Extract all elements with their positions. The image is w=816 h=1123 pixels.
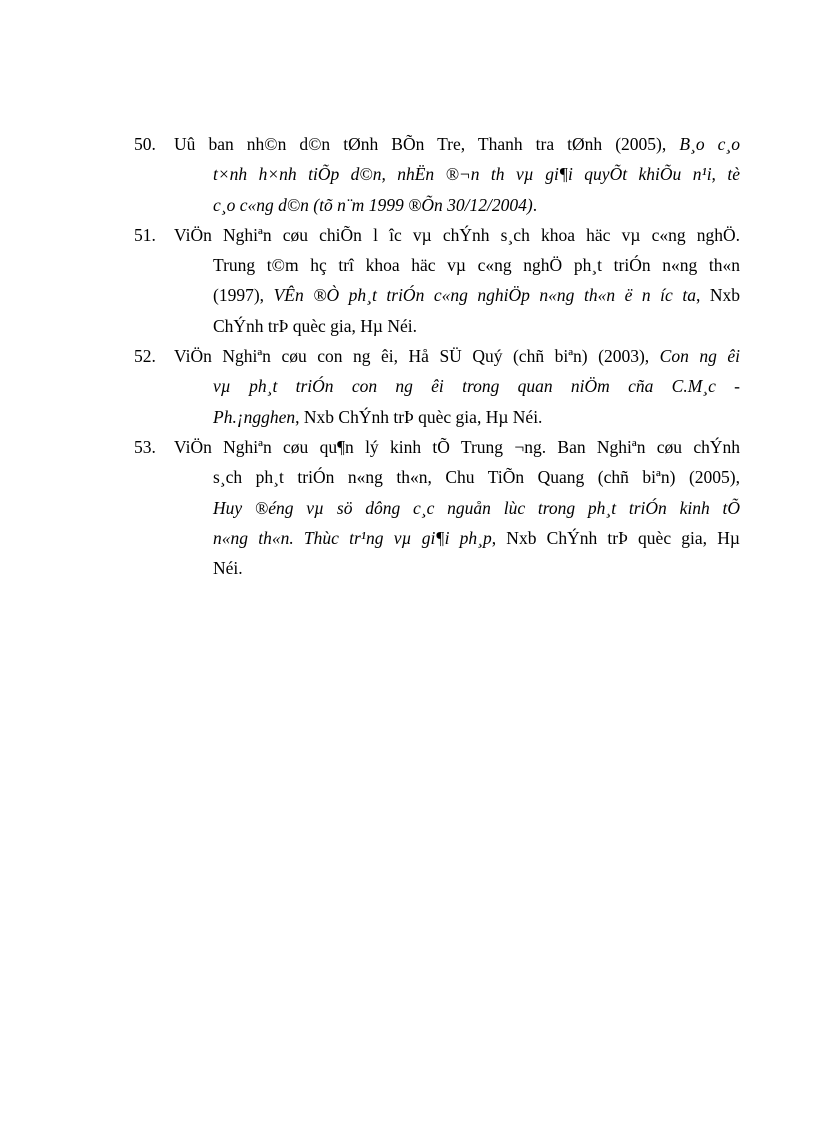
reference-year: (1997), [213,285,274,306]
reference-publisher: , Nxb ChÝnh trÞ quèc gia, Hµ Néi. [295,406,543,427]
reference-line [213,371,740,401]
reference-number: 52. [134,346,156,367]
reference-line [213,159,740,189]
reference-title-italic: n«ng th«n. Thùc tr¹ng vµ gi¶i ph¸p [213,527,492,548]
reference-item [134,129,740,220]
reference-title-italic: Huy ®éng vµ sö dông c¸c nguån lùc trong ph¸t triÓn kinh tÕ [213,497,740,518]
reference-title-italic: VÊn ®Ò ph¸t triÓn c«ng nghiÖp n«ng th«n ë n íc ta [273,285,696,306]
reference-line [213,311,740,341]
reference-authors: Uû ban nh©n d©n tØnh BÕn Tre, Thanh tra tØnh (2005), [174,134,680,154]
reference-line [213,250,740,280]
reference-line [213,402,740,432]
reference-line [213,190,740,220]
reference-text-normal: Trung t©m hç trî khoa häc vµ c«ng nghÖ ph¸t triÓn n«ng th«n [213,255,740,276]
reference-number: 51. [134,224,156,245]
reference-text [174,432,740,583]
reference-text [174,220,740,341]
reference-line [174,341,740,371]
reference-line [213,462,740,492]
reference-title-italic: Con ng êi [659,346,740,367]
reference-line [174,220,740,250]
reference-list [134,129,740,583]
reference-text-normal: , Nxb [695,285,740,306]
reference-item [134,432,740,583]
reference-line [174,432,740,462]
reference-line [213,280,740,310]
reference-line [213,493,740,523]
reference-title-italic: vµ ph¸t triÓn con ng êi trong quan niÖm cña C.M¸c - [213,376,740,397]
reference-authors: ViÖn Nghiªn cøu qu¶n lý kinh tÕ Trung ¬ng. Ban Nghiªn cøu chÝnh [174,436,740,457]
reference-title-italic: Ph.¡ngghen [213,406,296,427]
reference-authors: ViÖn Nghiªn cøu con ng êi, Hå SÜ Quý (chñ biªn) (2003), [174,346,660,367]
reference-text-normal: Néi. [213,558,243,579]
reference-text [174,129,740,220]
reference-number: 53. [134,436,156,457]
reference-authors: ViÖn Nghiªn cøu chiÕn l îc vµ chÝnh s¸ch khoa häc vµ c«ng nghÖ. [174,224,740,245]
reference-number: 50. [134,134,156,154]
reference-title-italic: t×nh h×nh tiÕp d©n, nhËn ®¬n th vµ gi¶i quyÕt khiÕu n¹i, tè [213,164,740,185]
reference-line [174,129,740,159]
reference-title-italic: B¸o c¸o [679,134,740,154]
reference-line [213,553,740,583]
reference-text [174,341,740,432]
reference-title-italic: c¸o c«ng d©n (tõ n¨m 1999 ®Õn 30/12/2004) [213,194,533,215]
reference-publisher: , Nxb ChÝnh trÞ quèc gia, Hµ [491,527,740,548]
reference-text-normal: s¸ch ph¸t triÓn n«ng th«n, Chu TiÕn Quang (chñ biªn) (2005), [213,467,740,488]
reference-line [213,523,740,553]
reference-text-normal: . [532,194,538,215]
reference-item [134,220,740,341]
reference-publisher: ChÝnh trÞ quèc gia, Hµ Néi. [213,315,418,336]
reference-item [134,341,740,432]
